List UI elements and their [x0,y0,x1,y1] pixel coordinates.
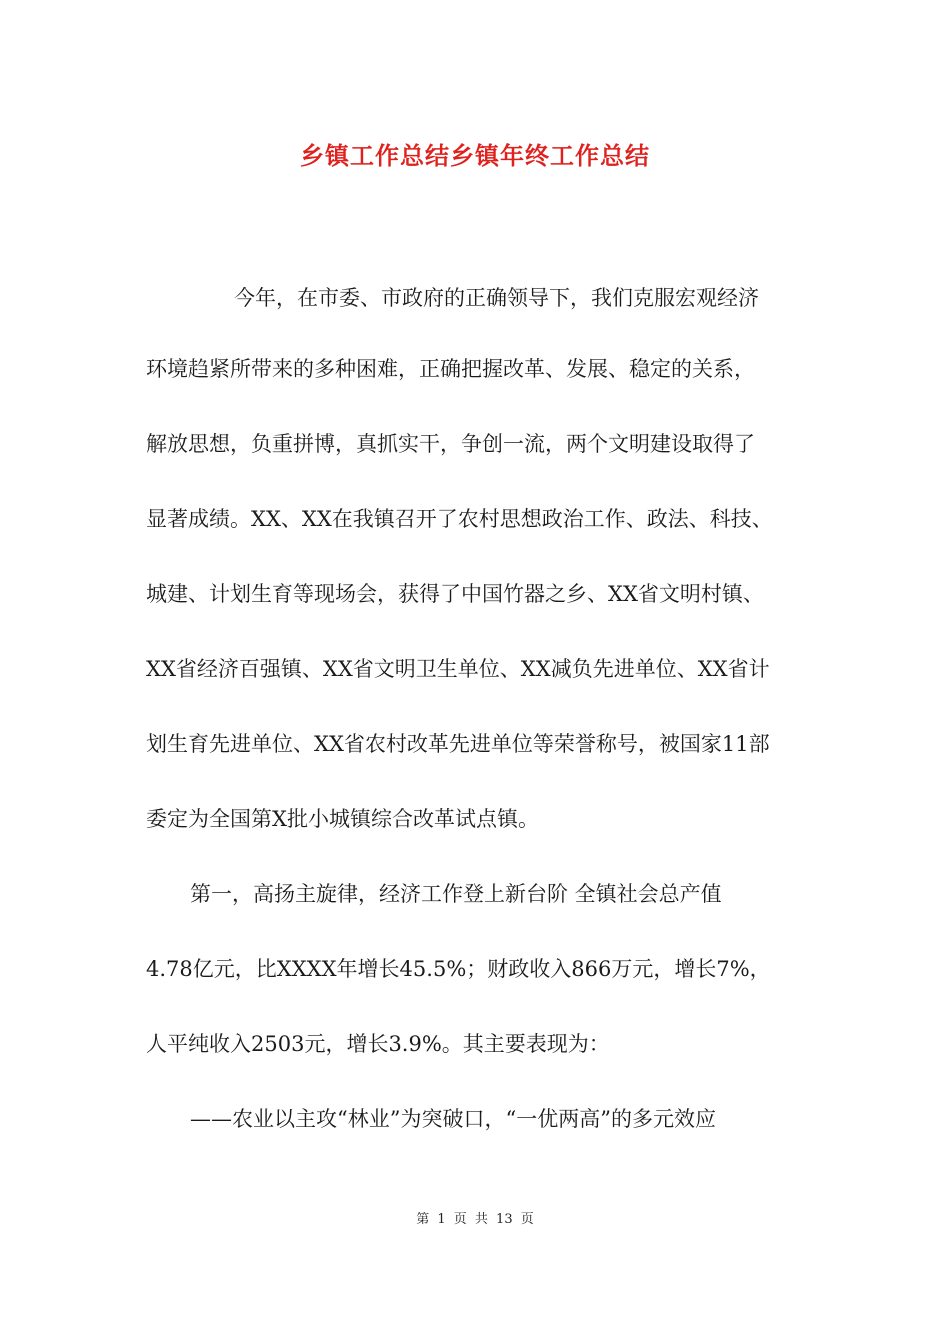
document-title: 乡镇工作总结乡镇年终工作总结 [300,142,650,170]
page-footer: 第 1 页 共 13 页 [416,1212,534,1227]
paragraph-line: 今年，在市委、市政府的正确领导下，我们克服宏观经济 [234,286,759,310]
paragraph-line: 城建、计划生育等现场会，获得了中国竹器之乡、XX省文明村镇、 [146,582,764,606]
paragraph-line: 4.78亿元，比XXXX年增长45.5%；财政收入866万元，增长7%， [146,957,771,981]
paragraph-line: 委定为全国第X批小城镇综合改革试点镇。 [146,807,539,831]
paragraph-line: XX省经济百强镇、XX省文明卫生单位、XX减负先进单位、XX省计 [146,657,770,681]
paragraph-line: 解放思想，负重拼博，真抓实干，争创一流，两个文明建设取得了 [146,432,755,456]
paragraph-line: 显著成绩。XX、XX在我镇召开了农村思想政治工作、政法、科技、 [146,507,773,531]
paragraph-line: ——农业以主攻“林业”为突破口，“一优两高”的多元效应 [190,1107,716,1131]
paragraph-line: 划生育先进单位、XX省农村改革先进单位等荣誉称号，被国家11部 [146,732,770,756]
paragraph-line: 第一，高扬主旋律，经济工作登上新台阶 全镇社会总产值 [190,882,722,906]
paragraph-line: 环境趋紧所带来的多种困难，正确把握改革、发展、稳定的关系， [146,357,755,381]
paragraph-line: 人平纯收入2503元，增长3.9%。其主要表现为： [146,1032,610,1056]
